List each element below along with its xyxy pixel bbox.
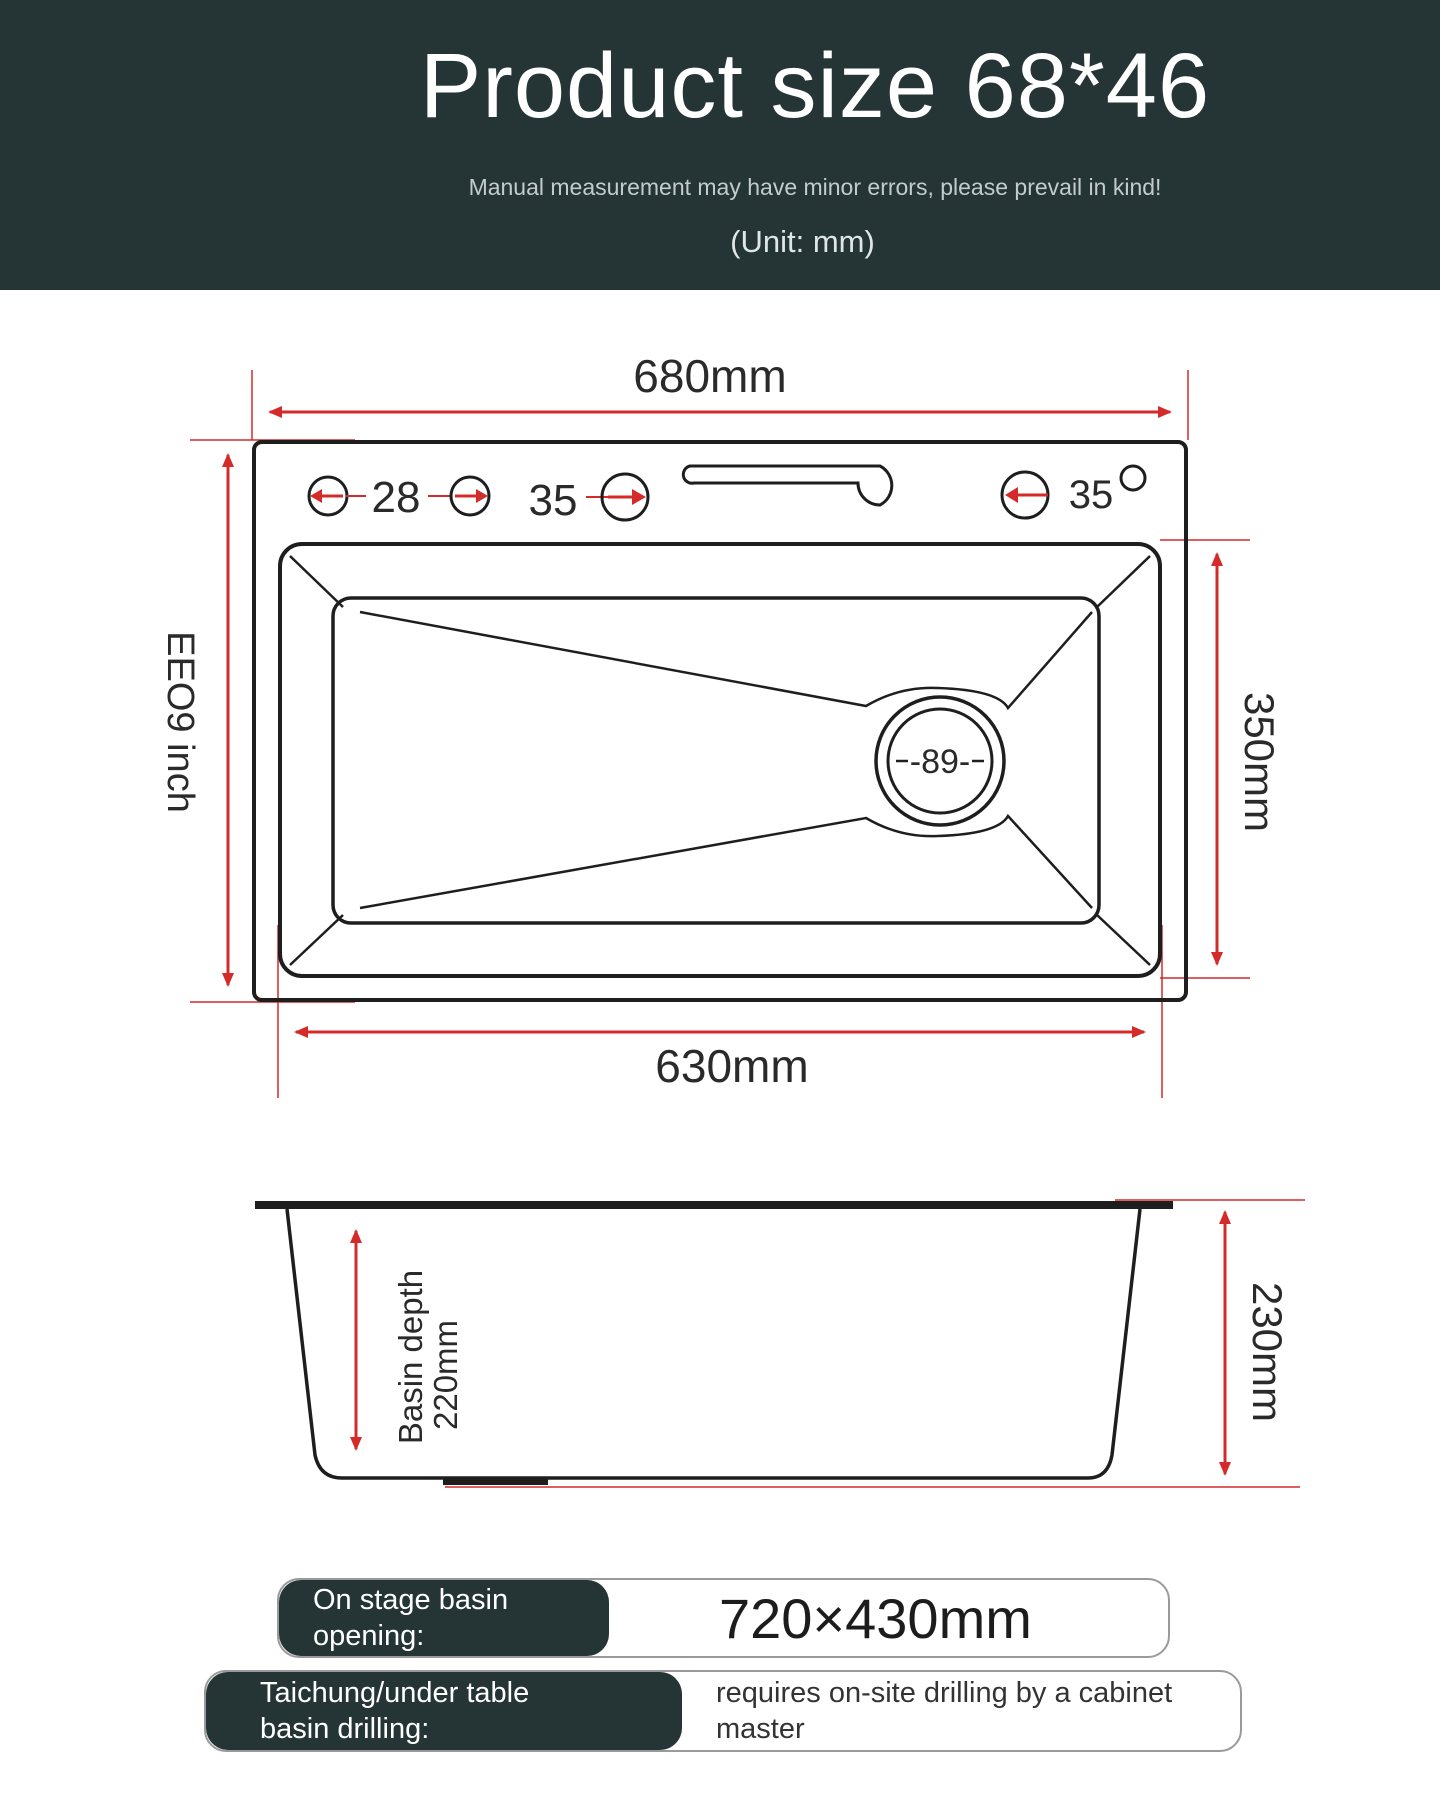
hole-3	[602, 474, 648, 520]
spec-value-opening: 720×430mm	[719, 1586, 1032, 1650]
basin-rim	[280, 544, 1160, 976]
total-depth-label: 230mm	[1244, 1281, 1291, 1423]
small-hole	[1121, 466, 1145, 490]
measurement-note: Manual measurement may have minor errors, please prevail in kind!	[468, 174, 1162, 200]
page-title: Product size 68*46	[419, 35, 1211, 137]
sink-deck-outline	[254, 442, 1186, 1000]
drain	[876, 697, 1004, 825]
spec-label-drilling: Taichung/under table basin drilling:	[206, 1672, 682, 1750]
hole-4	[1002, 472, 1048, 518]
unit-note: (Unit: mm)	[730, 224, 875, 259]
spec-value-drilling: requires on-site drilling by a cabinet master	[716, 1676, 1173, 1745]
top-view	[159, 350, 1283, 1098]
hole-2	[451, 477, 489, 515]
hole-1	[309, 477, 347, 515]
width-outer-label: 680mm	[633, 350, 787, 402]
height-inner-label: 350mm	[1236, 691, 1283, 833]
spec-label-opening: On stage basin opening:	[279, 1580, 609, 1656]
basin-depth-value: 220mm	[427, 1319, 464, 1431]
height-outer-label: EEO9 inch	[159, 631, 201, 813]
spec-row-drilling	[204, 1670, 1242, 1752]
hole-spacing-2: 35	[528, 476, 578, 525]
hole-spacing-3: 35	[1068, 473, 1114, 517]
knife-slot	[683, 466, 892, 505]
drain-size-label: -89-	[909, 743, 971, 781]
spec-row-opening	[277, 1578, 1170, 1658]
tap-holes	[309, 466, 1145, 525]
hole-spacing-1: 28	[371, 473, 421, 522]
basin-bottom-fitting	[443, 1478, 548, 1485]
width-inner-label: 630mm	[655, 1040, 809, 1092]
sink-flange	[255, 1201, 1173, 1209]
side-view	[255, 1200, 1305, 1487]
basin-depth-label: Basin depth	[392, 1269, 429, 1445]
corner-bevels	[290, 556, 1150, 965]
